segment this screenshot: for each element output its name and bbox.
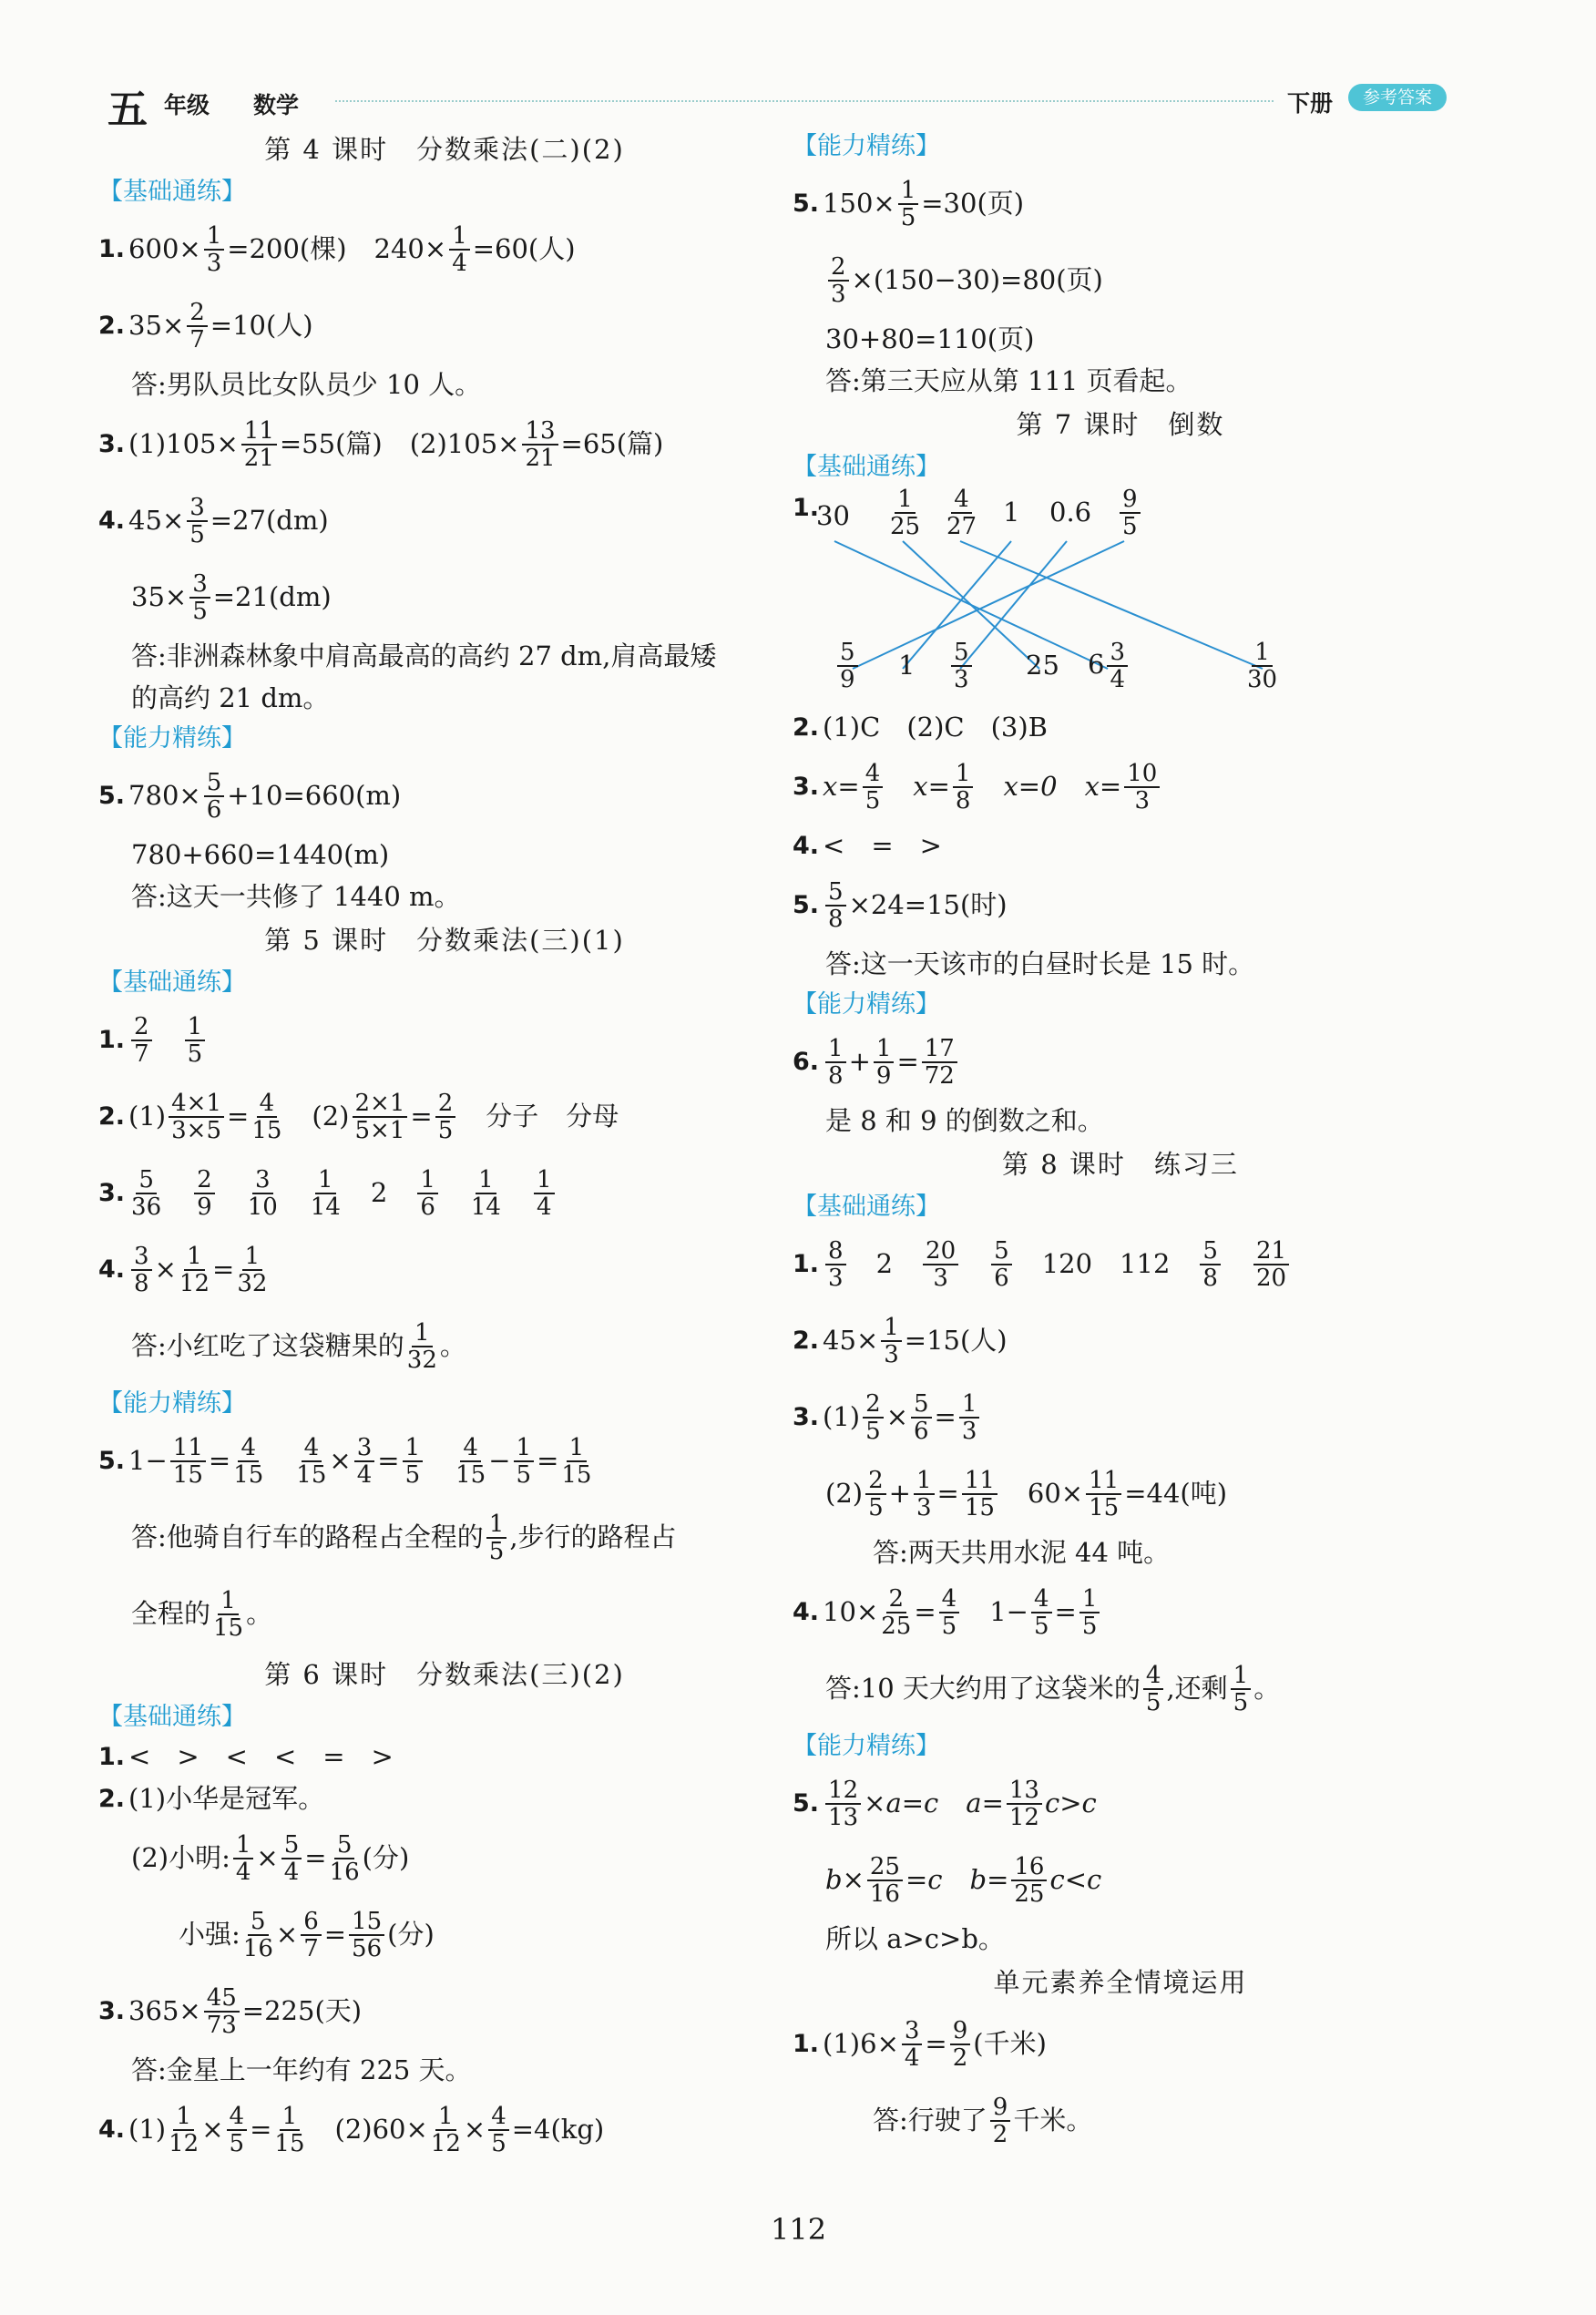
- page-header: [107, 84, 1447, 133]
- right-column: [793, 128, 1448, 2159]
- fraction: $\frac{4}{5}$: [939, 1586, 960, 1639]
- lesson8-title: 第 8 课时 练习三: [1002, 1149, 1239, 1181]
- unit-title: 单元素养全情境运用: [993, 1967, 1248, 1999]
- subject-label: 数学: [253, 92, 300, 118]
- l5-q2: 2. (1) $\frac{4\times 1}{3\times 5}$ = $\frac{4}{15}$ (2) $\frac{2\times 1}{5\times 1}$ = $\frac{2}{5}$ 分子 分母: [98, 1089, 619, 1144]
- fraction: $\frac{5}{6}$: [991, 1238, 1012, 1291]
- fraction: $\frac{3}{5}$: [187, 495, 208, 548]
- fraction: $\frac{5}{16}$: [242, 1907, 273, 1962]
- match-bot-5-3: $\frac{5}{3}$: [948, 640, 975, 692]
- fraction: $\frac{1}{14}$: [310, 1165, 341, 1221]
- fraction: $\frac{1}{15}$: [561, 1433, 592, 1489]
- fraction: $\frac{2}{5}$: [435, 1091, 456, 1143]
- fraction: $\frac{17}{72}$: [922, 1036, 957, 1089]
- fraction: $\frac{11}{15}$: [962, 1468, 998, 1521]
- fraction: $\frac{1}{32}$: [237, 1242, 268, 1297]
- l8-q5-b: b× $\frac{25}{16}$ =c b= $\frac{16}{25}$ c<c: [825, 1852, 1102, 1908]
- fraction: $\frac{2}{7}$: [187, 300, 208, 353]
- grade-number: 五: [107, 87, 148, 133]
- l5-q4: 4. $\frac{3}{8}$ × $\frac{1}{12}$ = $\frac{1}{32}$: [98, 1242, 268, 1297]
- answer-badge: 参考答案: [1348, 84, 1447, 111]
- l8-q3-answer: 答:两天共用水泥 44 吨。: [873, 1537, 1171, 1569]
- l8-q5: 5. $\frac{12}{13}$ ×a=c a= $\frac{13}{12}$ c>c: [793, 1776, 1097, 1831]
- fraction: $\frac{1}{4}$: [233, 1832, 254, 1885]
- fraction: $\frac{5}{6}$: [911, 1391, 932, 1444]
- l4-q2-answer: 答:男队员比女队员少 10 人。: [131, 369, 482, 401]
- l5-q5-answer: 答:他骑自行车的路程占全程的 $\frac{1}{5}$ ,步行的路程占: [131, 1510, 677, 1565]
- section-basic: 【基础通练】: [98, 178, 246, 207]
- fraction: $\frac{13}{12}$: [1007, 1777, 1042, 1830]
- fraction: $\frac{1}{3}$: [881, 1315, 902, 1367]
- grade-label: 年级: [164, 92, 210, 118]
- l6-q2-c: 小强: $\frac{5}{16}$ × $\frac{6}{7}$ = $\frac{15}{56}$ (分): [179, 1907, 435, 1962]
- fraction: $\frac{4}{15}$: [455, 1433, 486, 1489]
- match-bot-6-3-4: 6 $\frac{3}{4}$: [1088, 640, 1130, 692]
- l6-q2: 2. (1)小华是冠军。: [98, 1783, 325, 1815]
- l7-q4: 4. < = >: [793, 830, 942, 862]
- l8-q1: 1. $\frac{8}{3}$ 2 $\frac{20}{3}$ $\frac{5}{6}$ 120 112 $\frac{5}{8}$ $\frac{21}{20}$: [793, 1226, 1448, 1303]
- fraction: $\frac{1}{4}$: [449, 223, 470, 276]
- fraction: $\frac{3}{4}$: [902, 2018, 923, 2071]
- left-column: [98, 128, 791, 2168]
- match-top-9-5: $\frac{9}{5}$: [1117, 487, 1143, 539]
- l7-q3: 3. x= $\frac{4}{5}$ x= $\frac{1}{8}$ x=0 x= $\frac{10}{3}$: [793, 749, 1448, 825]
- fraction: $\frac{1}{3}$: [959, 1391, 980, 1444]
- fraction: $\frac{1}{5}$: [403, 1435, 424, 1488]
- fraction: $\frac{1}{5}$: [185, 1014, 206, 1067]
- l8-q4: 4. 10× $\frac{2}{25}$ = $\frac{4}{5}$ 1− $\frac{4}{5}$ = $\frac{1}{5}$: [793, 1574, 1448, 1651]
- page-number: 112: [771, 2212, 827, 2247]
- fraction: $\frac{21}{20}$: [1253, 1238, 1289, 1291]
- l8-q5-answer: 所以 a>c>b。: [825, 1923, 1005, 1955]
- fraction: $\frac{4}{5}$: [863, 761, 884, 814]
- l4-q5-b: 780+660=1440(m): [131, 839, 390, 871]
- l6-q2-b: (2)小明: $\frac{1}{4}$ × $\frac{5}{4}$ = $\frac{5}{16}$ (分): [131, 1830, 410, 1886]
- fraction: $\frac{4}{15}$: [233, 1433, 264, 1489]
- match-bot-5-9: $\frac{5}{9}$: [834, 640, 861, 692]
- r-q5-c: 30+80=110(页): [825, 323, 1035, 355]
- section-ability: 【能力精练】: [793, 132, 940, 161]
- r-q5-answer: 答:第三天应从第 111 页看起。: [825, 365, 1192, 397]
- fraction: $\frac{2}{25}$: [881, 1584, 912, 1640]
- fraction: $\frac{1}{5}$: [1079, 1586, 1100, 1639]
- l6-q4: 4. (1) $\frac{1}{12}$ × $\frac{4}{5}$ = $\frac{1}{15}$ (2)60× $\frac{1}{12}$ × $\frac{4}{5}$ =4(kg): [98, 2102, 605, 2157]
- section-basic: 【基础通练】: [98, 1703, 246, 1732]
- l4-q5: 5. 780× $\frac{5}{6}$ +10=660(m): [98, 768, 402, 824]
- fraction: $\frac{2}{5}$: [865, 1468, 886, 1521]
- l4-q3: 3. (1)105× $\frac{11}{21}$ =55(篇) (2)105× $\frac{13}{21}$ =65(篇): [98, 416, 664, 472]
- section-ability: 【能力精练】: [793, 990, 940, 1019]
- l7-q5-answer: 答:这一天该市的白昼时长是 15 时。: [825, 948, 1255, 980]
- fraction: $\frac{4}{15}$: [251, 1089, 282, 1144]
- l6-q1: 1. < > < < = >: [98, 1741, 394, 1773]
- l6-q3-answer: 答:金星上一年约有 225 天。: [131, 2054, 472, 2086]
- l7-q6: 6. $\frac{1}{8}$ + $\frac{1}{9}$ = $\frac{17}{72}$: [793, 1024, 1448, 1101]
- fraction: $\frac{11}{15}$: [1086, 1468, 1121, 1521]
- l7-q6-answer: 是 8 和 9 的倒数之和。: [825, 1105, 1104, 1137]
- l8-q2: 2. 45× $\frac{1}{3}$ =15(人): [793, 1313, 1008, 1368]
- fraction: $\frac{4}{5}$: [488, 2104, 509, 2156]
- fraction: $\frac{1}{12}$: [430, 2102, 461, 2157]
- section-ability: 【能力精练】: [793, 1732, 940, 1761]
- unit-q1: 1. (1)6× $\frac{3}{4}$ = $\frac{9}{2}$ (千米): [793, 2016, 1047, 2072]
- fraction: $\frac{2}{5}$: [863, 1391, 884, 1444]
- match-top-1-25: $\frac{1}{25}$: [890, 486, 921, 541]
- fraction: $\frac{2}{3}$: [828, 254, 849, 307]
- section-basic: 【基础通练】: [98, 968, 246, 998]
- lesson4-title: 第 4 课时 分数乘法(二)(2): [264, 134, 625, 166]
- fraction: $\frac{2}{7}$: [131, 1014, 152, 1067]
- match-bot-25: 25: [1026, 650, 1059, 681]
- fraction: $\frac{1}{12}$: [179, 1242, 210, 1297]
- header-divider: [335, 100, 1274, 102]
- fraction: $\frac{3}{5}$: [189, 571, 210, 624]
- fraction: $\frac{4}{5}$: [227, 2104, 248, 2156]
- l4-q4-b: 35× $\frac{3}{5}$ =21(dm): [131, 569, 332, 625]
- match-top-0.6: 0.6: [1049, 497, 1092, 528]
- fraction: $\frac{25}{16}$: [867, 1854, 903, 1907]
- fraction: $\frac{1}{15}$: [274, 2102, 305, 2157]
- match-bot-1: 1: [898, 650, 916, 681]
- fraction: $\frac{10}{3}$: [1124, 761, 1160, 814]
- l7-q2: 2. (1)C (2)C (3)B: [793, 712, 1048, 743]
- fraction: $\frac{1}{5}$: [486, 1511, 507, 1564]
- fraction: $\frac{3}{4}$: [354, 1435, 375, 1488]
- fraction: $\frac{1}{14}$: [470, 1165, 501, 1221]
- fraction: $\frac{4}{5}$: [1031, 1586, 1052, 1639]
- l5-q1: 1. $\frac{2}{7}$ $\frac{1}{5}$: [98, 1002, 791, 1079]
- fraction: $\frac{1}{6}$: [417, 1167, 438, 1220]
- l4-q2: 2. 35× $\frac{2}{7}$ =10(人): [98, 298, 313, 353]
- fraction: $\frac{1}{9}$: [874, 1036, 895, 1089]
- fraction: $\frac{13}{21}$: [522, 418, 558, 471]
- l8-q3: 3. (1) $\frac{2}{5}$ × $\frac{5}{6}$ = $\frac{1}{3}$: [793, 1379, 1448, 1456]
- lesson7-title: 第 7 课时 倒数: [1016, 409, 1225, 441]
- fraction: $\frac{1}{5}$: [1231, 1663, 1252, 1716]
- fraction: $\frac{20}{3}$: [923, 1238, 958, 1291]
- fraction: $\frac{1}{5}$: [898, 178, 919, 230]
- fraction: $\frac{1}{5}$: [514, 1435, 535, 1488]
- fraction: $\frac{8}{3}$: [825, 1238, 846, 1291]
- fraction: $\frac{5}{36}$: [131, 1165, 162, 1221]
- l8-q4-answer: 答:10 天大约用了这袋米的 $\frac{4}{5}$ ,还剩 $\frac{1}{5}$ 。: [825, 1661, 1281, 1716]
- fraction: $\frac{2\times 1}{5\times 1}$: [353, 1091, 408, 1143]
- l7-q5: 5. $\frac{5}{8}$ ×24=15(时): [793, 877, 1008, 933]
- l4-q4: 4. 45× $\frac{3}{5}$ =27(dm): [98, 493, 329, 548]
- fraction: $\frac{45}{73}$: [204, 1985, 240, 2038]
- unit-q1-answer: 答:行驶了 $\frac{9}{2}$ 千米。: [873, 2093, 1093, 2148]
- fraction: $\frac{5}{4}$: [281, 1832, 302, 1885]
- fraction: $\frac{9}{2}$: [950, 2018, 971, 2071]
- fraction: $\frac{9}{2}$: [990, 2095, 1011, 2147]
- fraction: $\frac{5}{16}$: [329, 1830, 360, 1886]
- fraction: $\frac{1}{8}$: [953, 761, 974, 814]
- volume-label: 下册: [1286, 90, 1333, 117]
- fraction: $\frac{2}{9}$: [194, 1167, 215, 1220]
- fraction: $\frac{6}{7}$: [301, 1909, 322, 1962]
- l4-q1: 1. 600× $\frac{1}{3}$ =200(棵) 240× $\frac{1}{4}$ =60(人): [98, 221, 576, 277]
- fraction: $\frac{1}{12}$: [169, 2102, 200, 2157]
- l8-q3-b: (2) $\frac{2}{5}$ + $\frac{1}{3}$ = $\frac{11}{15}$ 60× $\frac{11}{15}$ =44(吨): [825, 1466, 1228, 1521]
- l4-q4-answer2: 的高约 21 dm。: [131, 682, 330, 714]
- l5-q5: 5. 1− $\frac{11}{15}$ = $\frac{4}{15}$ $\frac{4}{15}$ × $\frac{3}{4}$ = $\frac{1}{5}$ $\frac{4}{15}$ − $\frac{1}{5}$ = $\frac{1}{15}$: [98, 1433, 592, 1489]
- l5-q4-answer: 答:小红吃了这袋糖果的 $\frac{1}{32}$ 。: [131, 1318, 466, 1374]
- r-q5: 5. 150× $\frac{1}{5}$ =30(页): [793, 176, 1025, 231]
- r-q5-b: $\frac{2}{3}$ ×(150−30)=80(页): [793, 242, 1448, 319]
- fraction: $\frac{1}{15}$: [213, 1586, 244, 1642]
- match-top-30: 30: [816, 500, 850, 531]
- fraction: $\frac{4}{5}$: [1143, 1663, 1164, 1716]
- lesson6-title: 第 6 课时 分数乘法(三)(2): [264, 1659, 625, 1691]
- fraction: $\frac{3}{10}$: [247, 1165, 278, 1221]
- fraction: $\frac{1}{3}$: [204, 223, 225, 276]
- section-ability: 【能力精练】: [98, 1389, 246, 1419]
- l7-q1-matching: 1. 30 $\frac{1}{25}$ $\frac{4}{27}$ 1 0.6 $\frac{9}{5}$ $\frac{5}{9}$ 1 $\frac{5}{3}$ 25 6 $\frac{3}{4}$ $\frac{1}{30}$: [793, 487, 1448, 707]
- fraction: $\frac{11}{21}$: [241, 418, 277, 471]
- lesson5-title: 第 5 课时 分数乘法(三)(1): [264, 925, 625, 957]
- section-basic: 【基础通练】: [793, 1193, 940, 1222]
- fraction: $\frac{5}{8}$: [1200, 1238, 1221, 1291]
- match-top-1: 1: [1003, 497, 1020, 528]
- fraction: $\frac{1}{3}$: [914, 1468, 935, 1521]
- fraction: $\frac{3}{8}$: [131, 1244, 152, 1296]
- section-ability: 【能力精练】: [98, 724, 246, 753]
- matching-diagram: [816, 487, 1326, 705]
- match-top-4-27: $\frac{4}{27}$: [946, 486, 977, 541]
- match-bot-1-30: $\frac{1}{30}$: [1247, 639, 1278, 694]
- section-basic: 【基础通练】: [793, 453, 940, 482]
- l5-q5-answer2: 全程的 $\frac{1}{15}$ 。: [131, 1586, 273, 1642]
- fraction: $\frac{1}{8}$: [825, 1036, 846, 1089]
- fraction: $\frac{15}{56}$: [349, 1909, 384, 1962]
- l5-q3: 3. $\frac{5}{36}$ $\frac{2}{9}$ $\frac{3}{10}$ $\frac{1}{14}$ 2 $\frac{1}{6}$ $\frac{1}{14}$ $\frac{1}{4}$: [98, 1155, 791, 1232]
- fraction: $\frac{11}{15}$: [170, 1435, 206, 1488]
- fraction: $\frac{4\times 1}{3\times 5}$: [169, 1091, 224, 1143]
- fraction: $\frac{5}{8}$: [825, 879, 846, 932]
- l6-q3: 3. 365× $\frac{45}{73}$ =225(天): [98, 1983, 363, 2039]
- fraction: $\frac{1}{4}$: [534, 1167, 555, 1220]
- l4-q5-answer: 答:这天一共修了 1440 m。: [131, 881, 461, 913]
- fraction: $\frac{12}{13}$: [825, 1777, 861, 1830]
- fraction: $\frac{16}{25}$: [1011, 1854, 1047, 1907]
- fraction: $\frac{5}{6}$: [204, 770, 225, 823]
- l4-q4-answer1: 答:非洲森林象中肩高最高的高约 27 dm,肩高最矮: [131, 640, 717, 672]
- fraction: $\frac{4}{15}$: [296, 1433, 327, 1489]
- fraction: $\frac{1}{32}$: [406, 1318, 437, 1374]
